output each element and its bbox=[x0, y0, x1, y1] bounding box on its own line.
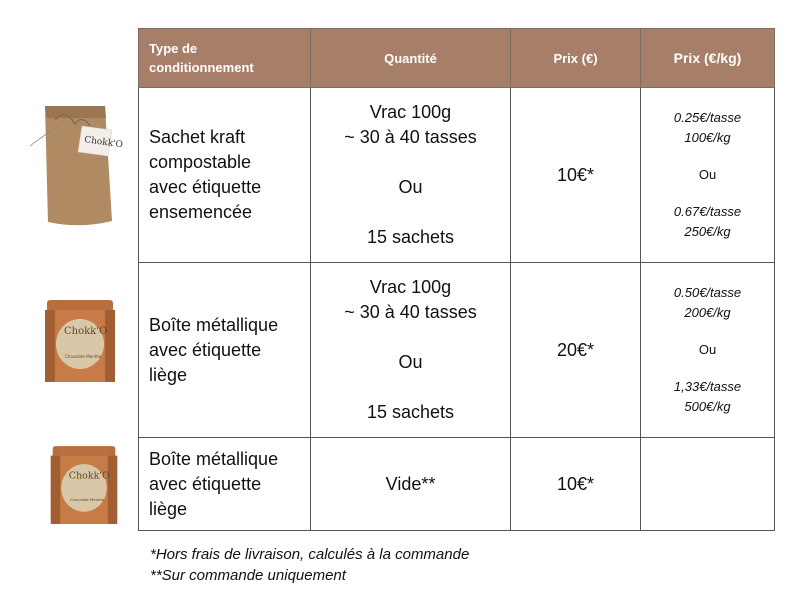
qty-or: Ou bbox=[398, 352, 423, 372]
type-cell bbox=[139, 88, 311, 263]
kraft-bag-image bbox=[20, 96, 125, 236]
metal-tin-image-2 bbox=[46, 442, 122, 530]
qty-line: Vrac 100g bbox=[369, 277, 452, 297]
type-line: liège bbox=[149, 498, 188, 519]
tin-sub-text: Chocolate Menthe bbox=[69, 497, 105, 503]
footnotes bbox=[150, 544, 469, 586]
table-row bbox=[139, 438, 775, 531]
tin-logo-text: Chokk'O bbox=[64, 326, 108, 337]
table-row bbox=[139, 88, 775, 263]
qty-line: Vrac 100g bbox=[369, 102, 452, 122]
type-line: compostable bbox=[149, 152, 252, 172]
qty-line: ~ 30 à 40 tasses bbox=[344, 127, 477, 147]
type-line: avec étiquette bbox=[149, 473, 262, 494]
pricing-table bbox=[138, 28, 775, 531]
kg-line: 200€/kg bbox=[684, 305, 731, 320]
quantity-cell bbox=[311, 88, 511, 263]
tin-logo-text: Chokk'O bbox=[68, 470, 110, 482]
kg-line: 100€/kg bbox=[684, 130, 731, 145]
type-cell bbox=[139, 263, 311, 438]
price-cell: 10€* bbox=[511, 438, 641, 531]
type-cell bbox=[139, 438, 311, 531]
price-per-kg-cell bbox=[641, 263, 775, 438]
tin-sub-text: Chocolate Menthe bbox=[65, 354, 102, 359]
header-price-per-kg: Prix (€/kg) bbox=[641, 29, 775, 88]
kg-line: 250€/kg bbox=[684, 224, 731, 239]
kg-or: Ou bbox=[698, 167, 717, 182]
qty-or: Ou bbox=[398, 177, 423, 197]
type-line: Boîte métallique bbox=[149, 448, 279, 469]
table-row bbox=[139, 263, 775, 438]
type-line: avec étiquette bbox=[149, 177, 262, 197]
kg-line: 0.25€/tasse bbox=[673, 110, 742, 125]
kg-line: 500€/kg bbox=[684, 399, 731, 414]
header-quantity: Quantité bbox=[311, 29, 511, 88]
kg-line: 1,33€/tasse bbox=[673, 379, 742, 394]
qty-line: ~ 30 à 40 tasses bbox=[344, 302, 477, 322]
qty-line: 15 sachets bbox=[366, 227, 455, 247]
footnote: *Hors frais de livraison, calculés à la commande bbox=[150, 546, 470, 563]
metal-tin-image bbox=[40, 296, 120, 388]
price-per-kg-cell bbox=[641, 88, 775, 263]
type-line: ensemencée bbox=[149, 202, 253, 222]
type-line: Boîte métallique bbox=[149, 314, 279, 335]
kg-or: Ou bbox=[698, 342, 717, 357]
table-header-row bbox=[139, 29, 775, 88]
kg-line: 0.50€/tasse bbox=[673, 285, 742, 300]
type-line: liège bbox=[149, 364, 188, 385]
quantity-cell bbox=[311, 438, 511, 531]
type-line: Sachet kraft bbox=[149, 127, 246, 147]
type-line: avec étiquette bbox=[149, 339, 262, 360]
price-cell: 20€* bbox=[511, 263, 641, 438]
qty-line: Vide** bbox=[385, 473, 436, 494]
header-price: Prix (€) bbox=[511, 29, 641, 88]
kg-line: 0.67€/tasse bbox=[673, 204, 742, 219]
quantity-cell bbox=[311, 263, 511, 438]
footnote: **Sur commande uniquement bbox=[150, 567, 346, 584]
qty-line: 15 sachets bbox=[366, 402, 455, 422]
price-cell: 10€* bbox=[511, 88, 641, 263]
price-per-kg-cell bbox=[641, 438, 775, 531]
header-type: Type de conditionnement bbox=[139, 29, 311, 88]
bag-logo-text: Chokk'O bbox=[83, 135, 124, 151]
